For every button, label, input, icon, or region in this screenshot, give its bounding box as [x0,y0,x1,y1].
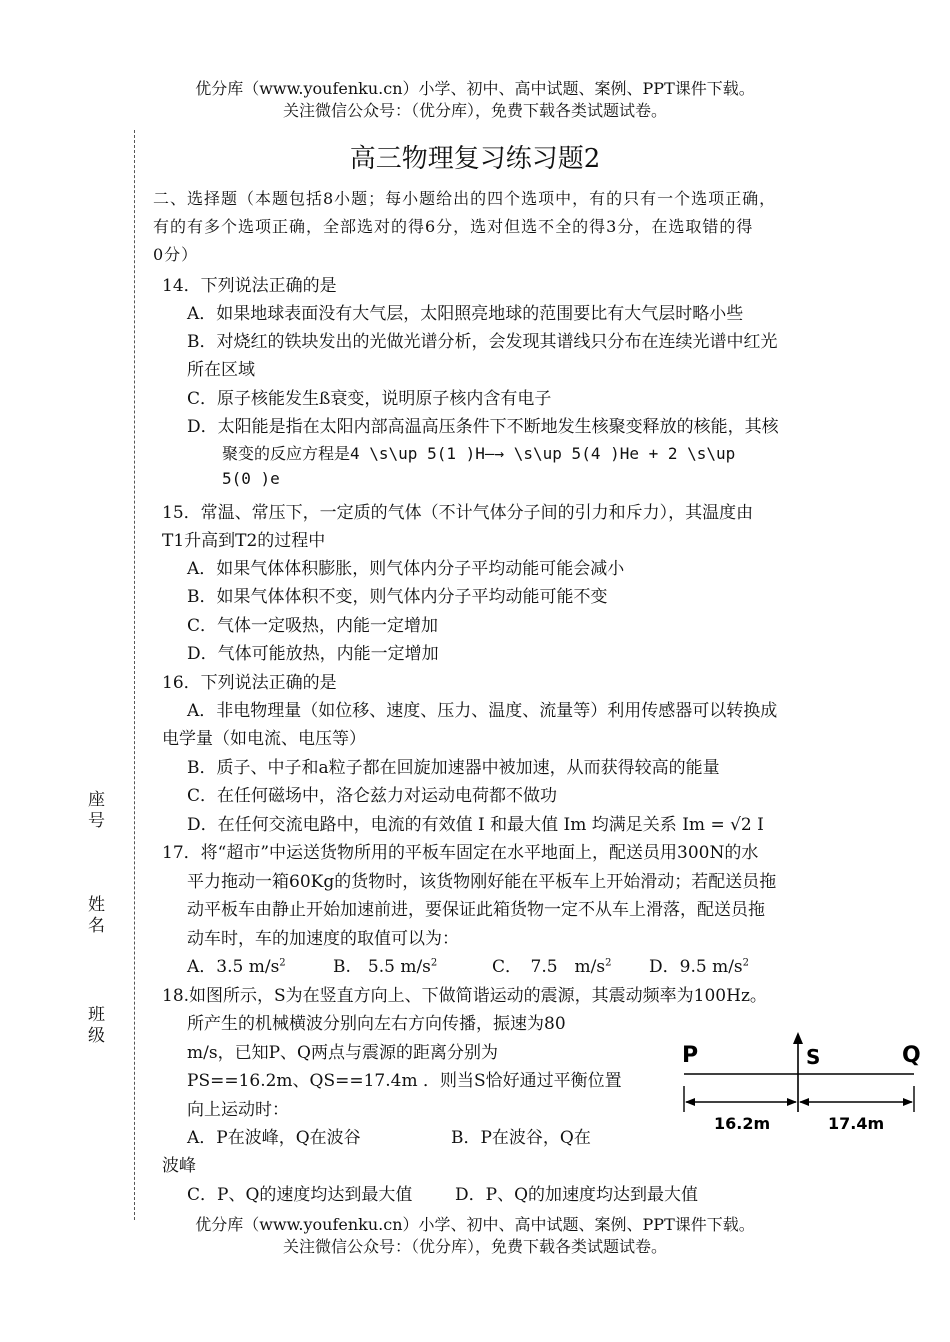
q16-option-a-line-1: A．非电物理量（如位移、速度、压力、温度、流量等）利用传感器可以转换成 [187,701,778,721]
figure-label-s: S [806,1045,821,1069]
q16-stem: 16．下列说法正确的是 [162,673,337,693]
q15-stem-line-1: 15．常温、常压下，一定质的气体（不计气体分子间的引力和斥力），其温度由 [162,503,754,523]
q17-stem-line-4: 动车时，车的加速度的取值可以为： [187,929,459,949]
binding-dashed-line [134,130,135,1220]
figure-left-arrowhead-icon [787,1098,797,1106]
q14-option-d-line-2: 聚变的反应方程是4 \s\up 5(1 )H—→ \s\up 5(4 )He + 2 \s\up [222,444,736,463]
q18-option-a: A．P在波峰，Q在波谷 [187,1128,361,1148]
section-intro-line-3: 0分） [153,245,199,264]
q16-option-d: D．在任何交流电路中，电流的有效值 I 和最大值 Im 均满足关系 Im = √2 I [187,815,764,835]
q17-option-c: C． 7.5 $m/s^2$ [492,957,612,977]
q18-stem-line-1: 18.如图所示，S为在竖直方向上、下做简谐运动的震源，其震动频率为100Hz。 [162,986,767,1006]
q18-option-d: D．P、Q的加速度均达到最大值 [455,1185,699,1205]
figure-label-p: P [682,1043,699,1068]
q18-stem-line-3: m/s，已知P、Q两点与震源的距离分别为 [187,1043,498,1063]
q14-option-b-line-1: B．对烧红的铁块发出的光做光谱分析，会发现其谱线只分布在连续光谱中红光 [187,332,778,352]
section-intro-line-1: 二、选择题（本题包括8小题；每小题给出的四个选项中，有的只有一个选项正确， [153,189,777,208]
wave-source-figure [668,1026,930,1138]
q15-option-a: A．如果气体体积膨胀，则气体内分子平均动能可能会减小 [187,559,625,579]
figure-up-arrow-icon [793,1032,803,1044]
figure-dist-left: 16.2m [714,1114,771,1133]
q14-option-a: A．如果地球表面没有大气层，太阳照亮地球的范围要比有大气层时略小些 [187,304,744,324]
q18-stem-line-4: PS==16.2m、QS==17.4m ．则当S恰好通过平衡位置 [187,1071,622,1091]
q18-stem-line-5: 向上运动时： [187,1100,289,1120]
page-title: 高三物理复习练习题2 [349,144,601,174]
figure-label-q: Q [902,1043,921,1068]
q18-option-c: C．P、Q的速度均达到最大值 [187,1185,413,1205]
section-intro-line-2: 有的有多个选项正确，全部选对的得6分，选对但选不全的得3分，在选取错的得 [153,217,754,236]
q16-option-c: C．在任何磁场中，洛仑兹力对运动电荷都不做功 [187,786,558,806]
q14-option-c: C．原子核能发生ß衰变，说明原子核内含有电子 [187,389,552,409]
figure-left-arrowhead-icon [685,1098,695,1106]
name-label: 姓名 [84,895,104,937]
q17-stem-line-2: 平力拖动一箱60Kg的货物时，该货物刚好能在平板车上开始滑动；若配送员拖 [187,872,777,892]
footer-line-2: 关注微信公众号：（优分库），免费下载各类试题试卷。 [282,1237,667,1256]
q17-option-d: D．9.5 $m/s^2$ [649,957,750,977]
q17-option-b: B. 5.5 $m/s^2$ [333,957,438,977]
q14-stem: 14．下列说法正确的是 [162,276,337,296]
q15-stem-line-2: T1升高到T2的过程中 [162,531,326,551]
header-line-1: 优分库（www.youfenku.cn）小学、初中、高中试题、案例、PPT课件下载。 [195,79,755,98]
q15-option-b: B．如果气体体积不变，则气体内分子平均动能可能不变 [187,587,608,607]
q18-option-b-line-2: 波峰 [162,1156,196,1176]
q14-option-b-line-2: 所在区域 [187,360,255,380]
q17-stem-line-1: 17．将“超市”中运送货物所用的平板车固定在水平地面上，配送员用300N的水 [162,843,759,863]
q15-option-d: D．气体可能放热，内能一定增加 [187,644,439,664]
q16-option-a-line-2: 电学量（如电流、电压等） [162,729,366,749]
q18-option-b-line-1: B．P在波谷，Q在 [451,1128,591,1148]
footer-line-1: 优分库（www.youfenku.cn）小学、初中、高中试题、案例、PPT课件下载。 [195,1215,755,1234]
q14-option-d-line-1: D．太阳能是指在太阳内部高温高压条件下不断地发生核聚变释放的核能，其核 [187,417,779,437]
header-line-2: 关注微信公众号：（优分库），免费下载各类试题试卷。 [282,101,667,120]
q15-option-c: C．气体一定吸热，内能一定增加 [187,616,439,636]
q18-stem-line-2: 所产生的机械横波分别向左右方向传播，振速为80 [187,1014,566,1034]
q14-option-d-line-3: 5(0 )e [222,469,280,488]
seat-label: 座号 [84,790,104,832]
class-label: 班级 [84,1005,104,1047]
q16-option-b: B．质子、中子和a粒子都在回旋加速器中被加速，从而获得较高的能量 [187,758,720,778]
q17-stem-line-3: 动平板车由静止开始加速前进，要保证此箱货物一定不从车上滑落，配送员拖 [187,900,765,920]
figure-right-arrowhead-icon [903,1098,913,1106]
figure-right-arrowhead-icon [799,1098,809,1106]
figure-dist-right: 17.4m [828,1114,885,1133]
q17-option-a: A．3.5 $m/s^2$ [187,957,286,977]
